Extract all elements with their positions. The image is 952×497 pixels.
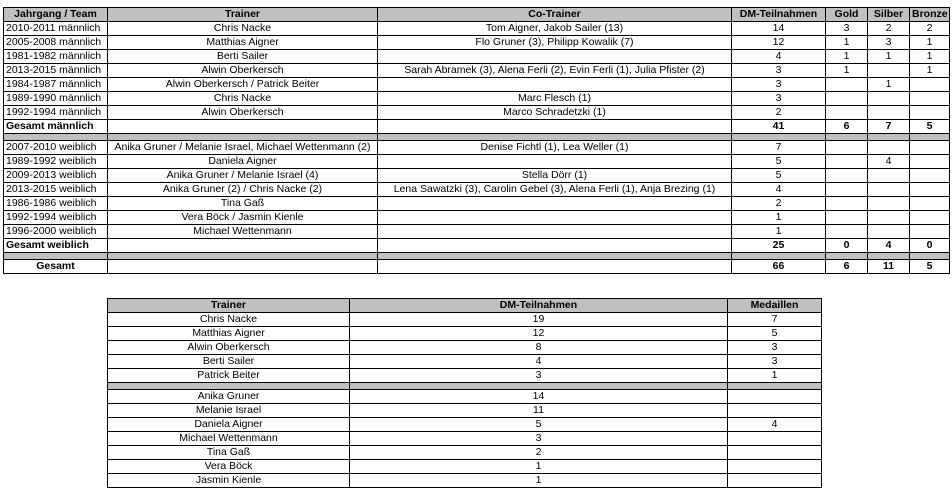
table-row (4, 92, 950, 106)
table-cell: 6 (826, 120, 868, 134)
table-cell (378, 211, 732, 225)
table-cell: 1996-2000 weiblich (4, 225, 108, 239)
separator-cell (732, 134, 826, 141)
table-cell: 5 (910, 260, 950, 274)
table-cell (826, 211, 868, 225)
header-co-trainer: Co-Trainer (378, 8, 732, 22)
table-cell (826, 106, 868, 120)
table-cell (728, 404, 822, 418)
table-cell: 2 (868, 22, 910, 36)
table-cell: Marco Schradetzki (1) (378, 106, 732, 120)
table-cell: 1984-1987 männlich (4, 78, 108, 92)
table-cell: 2 (350, 446, 728, 460)
table-cell: 1992-1994 weiblich (4, 211, 108, 225)
table-cell (728, 474, 822, 488)
table-cell (826, 155, 868, 169)
table-cell: Daniela Aigner (108, 155, 378, 169)
table-cell: 12 (350, 327, 728, 341)
trainer-summary-table (107, 298, 822, 488)
table-row (108, 313, 822, 327)
table-cell: Chris Nacke (108, 22, 378, 36)
table-cell (378, 78, 732, 92)
separator-cell (378, 134, 732, 141)
table-cell: 1986-1986 weiblich (4, 197, 108, 211)
table-row (108, 369, 822, 383)
table-cell: Alwin Oberkersch (108, 341, 350, 355)
table-cell: 3 (732, 78, 826, 92)
table-row (4, 64, 950, 78)
table-cell: Vera Böck / Jasmin Kienle (108, 211, 378, 225)
separator-row (4, 253, 950, 260)
separator-cell (108, 134, 378, 141)
table-cell: 2 (732, 197, 826, 211)
table-cell (826, 183, 868, 197)
table-cell: 1989-1990 männlich (4, 92, 108, 106)
table-cell (378, 239, 732, 253)
table-cell: 19 (350, 313, 728, 327)
table-cell: Michael Wettenmann (108, 225, 378, 239)
table-cell: Anika Gruner / Melanie Israel (4) (108, 169, 378, 183)
table-cell: 14 (350, 390, 728, 404)
table-row (108, 404, 822, 418)
table-cell (378, 260, 732, 274)
table-cell: 2009-2013 weiblich (4, 169, 108, 183)
grand-total-row (4, 260, 950, 274)
table-cell: 0 (910, 239, 950, 253)
header-medaillen: Medaillen (728, 299, 822, 313)
table-cell: Tom Aigner, Jakob Sailer (13) (378, 22, 732, 36)
table-cell: 2013-2015 männlich (4, 64, 108, 78)
table-cell: Matthias Aigner (108, 327, 350, 341)
table-cell: 5 (910, 120, 950, 134)
table-cell: Alwin Oberkersch (108, 106, 378, 120)
table-row (108, 460, 822, 474)
table-cell (910, 106, 950, 120)
table-cell: 2 (910, 22, 950, 36)
table-cell (910, 155, 950, 169)
table-cell: Denise Fichtl (1), Lea Weller (1) (378, 141, 732, 155)
table-cell: Michael Wettenmann (108, 432, 350, 446)
table-cell (728, 446, 822, 460)
table-cell: 1 (350, 460, 728, 474)
table-cell (868, 197, 910, 211)
table-cell (868, 141, 910, 155)
table-cell (826, 225, 868, 239)
table-row (4, 183, 950, 197)
table-cell: Sarah Abramek (3), Alena Ferli (2), Evin Ferli (1), Julia Pfister (2) (378, 64, 732, 78)
table-cell (826, 169, 868, 183)
separator-row (108, 383, 822, 390)
separator-cell (868, 253, 910, 260)
table-cell: Tina Gaß (108, 446, 350, 460)
header-jahrgang: Jahrgang / Team (4, 8, 108, 22)
table-cell: Marc Flesch (1) (378, 92, 732, 106)
table-cell: Gesamt männlich (4, 120, 108, 134)
table-cell: Vera Böck (108, 460, 350, 474)
table-cell (378, 197, 732, 211)
table-cell: 2 (732, 106, 826, 120)
team-results-body (4, 22, 950, 274)
table-cell: 3 (350, 432, 728, 446)
table-cell: 7 (732, 141, 826, 155)
table-cell: Stella Dörr (1) (378, 169, 732, 183)
table-cell: 3 (826, 22, 868, 36)
table-cell (910, 225, 950, 239)
table-row (4, 155, 950, 169)
separator-row (4, 134, 950, 141)
table-cell: 2010-2011 männlich (4, 22, 108, 36)
table-cell: 3 (732, 92, 826, 106)
table-cell: 14 (732, 22, 826, 36)
table-cell: Chris Nacke (108, 92, 378, 106)
table-cell: 1 (826, 36, 868, 50)
table-cell (826, 92, 868, 106)
table-cell: 5 (732, 169, 826, 183)
table-row (4, 141, 950, 155)
table-cell: 12 (732, 36, 826, 50)
table-cell (826, 197, 868, 211)
table-cell: 41 (732, 120, 826, 134)
header-silber: Silber (868, 8, 910, 22)
separator-cell (868, 134, 910, 141)
separator-cell (4, 253, 108, 260)
separator-cell (910, 253, 950, 260)
table-cell (868, 106, 910, 120)
table-row (108, 390, 822, 404)
total-row-male (4, 120, 950, 134)
table-cell: 7 (728, 313, 822, 327)
table-cell: Berti Sailer (108, 50, 378, 64)
table-cell (378, 120, 732, 134)
table-cell (728, 432, 822, 446)
separator-cell (728, 383, 822, 390)
table-cell: 1 (728, 369, 822, 383)
table-cell: 7 (868, 120, 910, 134)
table-row (4, 50, 950, 64)
table-cell (910, 197, 950, 211)
header-row (108, 299, 822, 313)
separator-cell (732, 253, 826, 260)
table-cell: Chris Nacke (108, 313, 350, 327)
table-cell: 6 (826, 260, 868, 274)
table-cell: 4 (350, 355, 728, 369)
table-cell: Patrick Beiter (108, 369, 350, 383)
table-row (4, 22, 950, 36)
table-cell: 2005-2008 männlich (4, 36, 108, 50)
header-trainer: Trainer (108, 8, 378, 22)
header-dm-teilnahmen: DM-Teilnahmen (350, 299, 728, 313)
table-cell: Jasmin Kienle (108, 474, 350, 488)
table-cell: 1989-1992 weiblich (4, 155, 108, 169)
table-cell (910, 92, 950, 106)
table-cell (910, 183, 950, 197)
table-cell: Flo Gruner (3), Philipp Kowalik (7) (378, 36, 732, 50)
table-cell: 4 (868, 239, 910, 253)
table-row (108, 327, 822, 341)
table-cell: 2007-2010 weiblich (4, 141, 108, 155)
table-cell: 1 (910, 50, 950, 64)
table-cell: 25 (732, 239, 826, 253)
table-cell: 11 (868, 260, 910, 274)
table-cell: Matthias Aigner (108, 36, 378, 50)
table-cell (868, 64, 910, 78)
table-cell: Tina Gaß (108, 197, 378, 211)
table-cell (868, 92, 910, 106)
separator-cell (826, 134, 868, 141)
table-row (4, 36, 950, 50)
table-row (108, 446, 822, 460)
table-cell (910, 78, 950, 92)
separator-cell (108, 383, 350, 390)
table-cell (728, 390, 822, 404)
table-cell: 5 (350, 418, 728, 432)
table-cell (868, 211, 910, 225)
table-row (4, 225, 950, 239)
table-cell: 1 (826, 50, 868, 64)
table-cell: 3 (732, 64, 826, 78)
table-cell: Gesamt weiblich (4, 239, 108, 253)
table-cell (728, 460, 822, 474)
table-row (4, 211, 950, 225)
table-cell: 3 (728, 341, 822, 355)
table-cell: 3 (868, 36, 910, 50)
table-cell: Anika Gruner (2) / Chris Nacke (2) (108, 183, 378, 197)
table-cell: 5 (732, 155, 826, 169)
table-cell: 8 (350, 341, 728, 355)
table-row (108, 355, 822, 369)
header-dm-teilnahmen: DM-Teilnahmen (732, 8, 826, 22)
table-cell: 1992-1994 männlich (4, 106, 108, 120)
table-cell: Lena Sawatzki (3), Carolin Gebel (3), Alena Ferli (1), Anja Brezing (1) (378, 183, 732, 197)
table-cell (378, 155, 732, 169)
header-trainer: Trainer (108, 299, 350, 313)
header-row (4, 8, 950, 22)
table-cell: 1 (868, 78, 910, 92)
table-cell: 4 (728, 418, 822, 432)
table-cell: Berti Sailer (108, 355, 350, 369)
team-results-table (3, 7, 950, 274)
separator-cell (378, 253, 732, 260)
table-cell (378, 50, 732, 64)
table-cell: 1 (910, 36, 950, 50)
table-cell: 11 (350, 404, 728, 418)
table-cell: Anika Gruner / Melanie Israel, Michael Wettenmann (2) (108, 141, 378, 155)
table-cell (910, 169, 950, 183)
table-row (108, 418, 822, 432)
separator-cell (108, 253, 378, 260)
table-cell (868, 169, 910, 183)
table-cell (108, 120, 378, 134)
table-cell: Daniela Aigner (108, 418, 350, 432)
table-cell (826, 78, 868, 92)
table-cell: 1 (826, 64, 868, 78)
table-cell: 0 (826, 239, 868, 253)
table-row (108, 432, 822, 446)
separator-cell (826, 253, 868, 260)
table-cell: 5 (728, 327, 822, 341)
table-cell (378, 225, 732, 239)
table-cell: 3 (350, 369, 728, 383)
table-cell: Gesamt (4, 260, 108, 274)
table-cell: 4 (732, 50, 826, 64)
table-cell (108, 239, 378, 253)
table-cell: 66 (732, 260, 826, 274)
table-cell: 2013-2015 weiblich (4, 183, 108, 197)
table-cell (868, 225, 910, 239)
table-cell: Melanie Israel (108, 404, 350, 418)
table-cell (910, 141, 950, 155)
separator-cell (4, 134, 108, 141)
table-row (4, 78, 950, 92)
table-cell: Anika Gruner (108, 390, 350, 404)
table-cell: 1 (350, 474, 728, 488)
separator-cell (350, 383, 728, 390)
table-cell (826, 141, 868, 155)
table-cell (108, 260, 378, 274)
table-cell: 4 (868, 155, 910, 169)
table-cell: 1 (732, 211, 826, 225)
separator-cell (910, 134, 950, 141)
table-cell: Alwin Oberkersch (108, 64, 378, 78)
header-gold: Gold (826, 8, 868, 22)
table-row (4, 197, 950, 211)
table-cell: 3 (728, 355, 822, 369)
table-cell: 1981-1982 männlich (4, 50, 108, 64)
trainer-summary-body (108, 313, 822, 488)
header-bronze: Bronze (910, 8, 950, 22)
table-cell: 1 (732, 225, 826, 239)
total-row-female (4, 239, 950, 253)
table-cell (910, 211, 950, 225)
table-cell: Alwin Oberkersch / Patrick Beiter (108, 78, 378, 92)
table-cell (868, 183, 910, 197)
table-cell: 1 (868, 50, 910, 64)
table-cell: 1 (910, 64, 950, 78)
table-row (4, 106, 950, 120)
table-row (4, 169, 950, 183)
table-cell: 4 (732, 183, 826, 197)
table-row (108, 341, 822, 355)
table-row (108, 474, 822, 488)
